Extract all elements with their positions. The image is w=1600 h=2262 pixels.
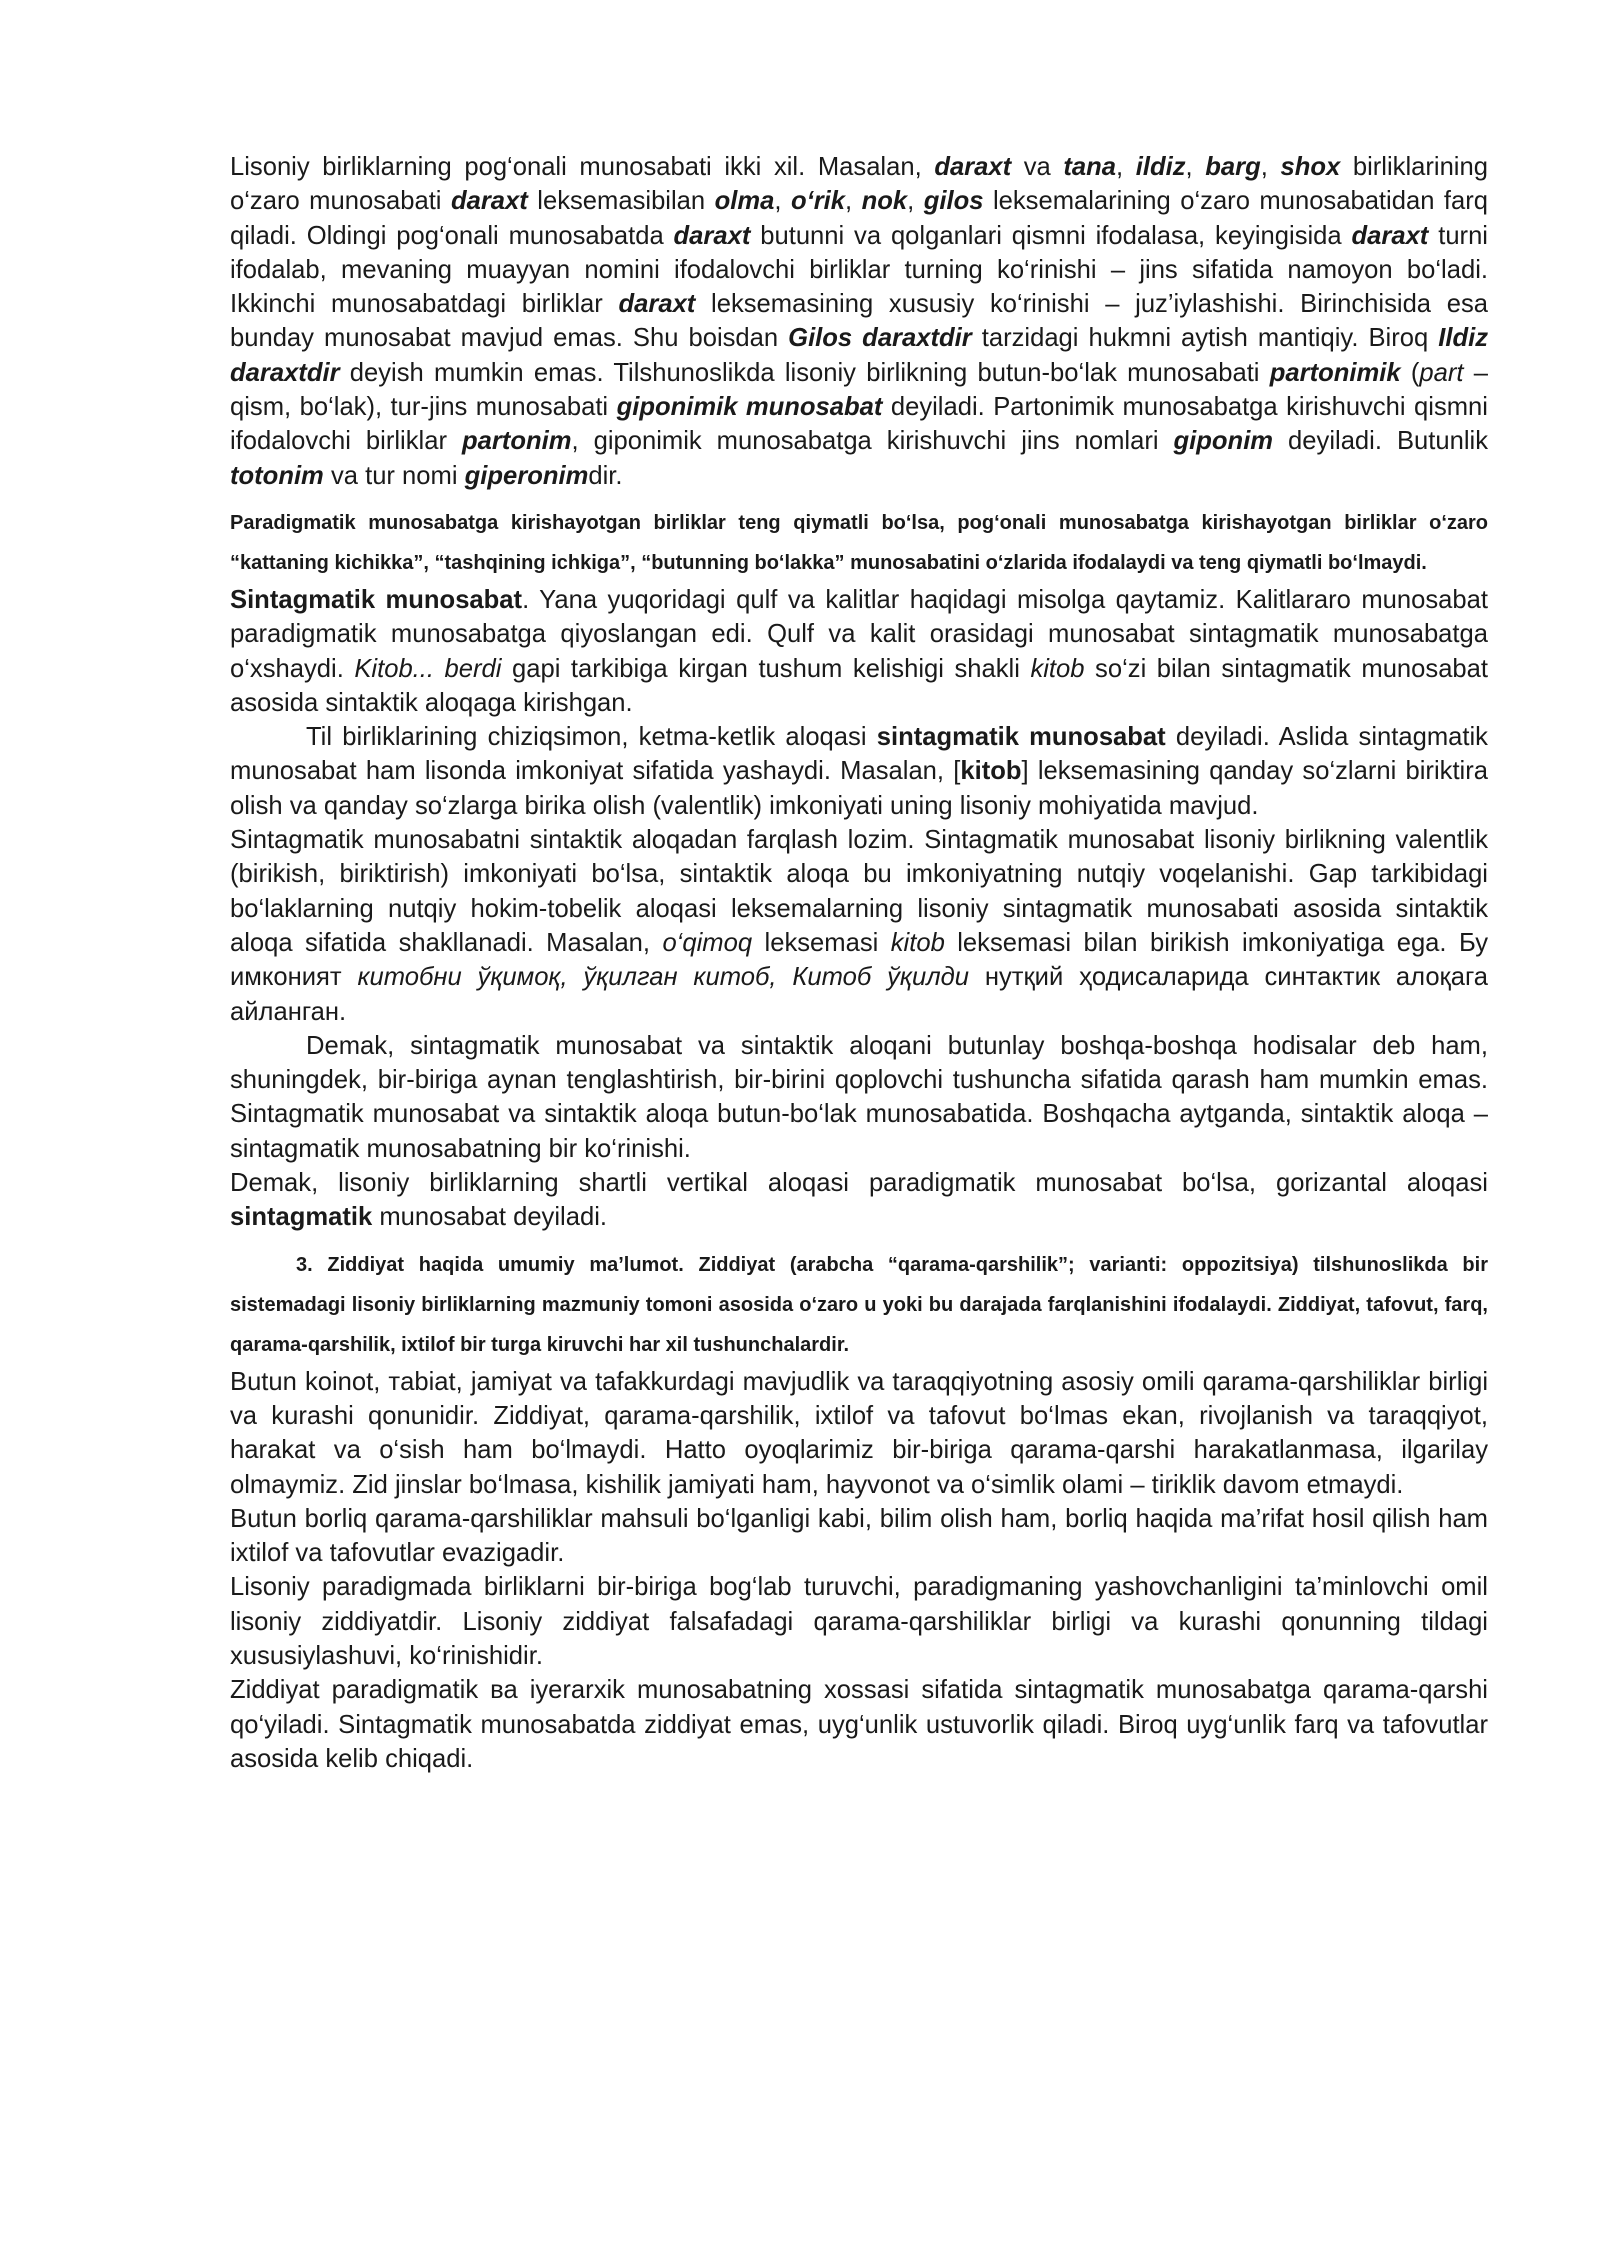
text-run: butunni va qolganlari qismni ifodalasa, keyingisida — [750, 221, 1352, 250]
text-run: tana — [1063, 153, 1117, 181]
text-run: va tur nomi — [323, 461, 465, 490]
text-run: Sintagmatik munosabatni sintaktik aloqadan farqlash lozim. Sintagmatik munosabat lisoniy birlikning valentlik (birikish, biriktirish) imkoniyati bo‘lsa, sintaktik aloqa bu imkoniyatning nutqiy voqelanishi. Gap tarkibidagi bo‘laklarning nutqiy hokim-tobelik aloqasi leksemalarning lisoniy sintagmatik munosabati asosida sintaktik aloqa sifatida shakllanadi. Masalan, — [230, 826, 1488, 957]
text-run: Ildiz daraxtdir — [230, 324, 1488, 387]
text-run: , — [1185, 153, 1206, 181]
text-run: kitob — [1030, 654, 1085, 683]
text-run: leksemasi — [752, 928, 891, 957]
paragraph-demak-conclusion — [230, 1029, 1488, 1166]
paragraph-universe-contradictions: Butun koinot, тabiat, jamiyat va tafakkurdagi mavjudlik va taraqqiyotning asosiy omili qarama-qarshiliklar birligi va kurashi qonunidir. Ziddiyat, qarama-qarshilik, ixtilof va tafovut bo‘lmas ekan, rivojlanish va taraqqiyot, harakat va o‘sish ham bo‘lmaydi. Hatto oyoqlarimiz bir-biriga qarama-qarshi harakatlanmasa, ilgarilay olmaymiz. Zid jinslar bo‘lmasa, kishilik jamiyati ham, hayvonot va o‘simlik olami – tiriklik davom etmaydi. — [230, 1367, 1488, 1499]
text-run: barg — [1205, 153, 1261, 181]
text-run: Lisoniy birliklarning pog‘onali munosabati ikki xil. Masalan, — [230, 153, 935, 181]
text-run: – qism, bo‘lak), tur-jins munosabati — [230, 358, 1488, 422]
text-run: deyiladi. Partonimik munosabatga kirishuvchi qismni ifodalovchi birliklar — [230, 393, 1488, 456]
text-run: , — [774, 187, 791, 216]
paragraph-vertical-horizontal — [230, 1166, 1488, 1235]
text-run: , — [845, 187, 862, 216]
text-run: ( — [1400, 358, 1420, 387]
text-run: partonimik — [1269, 358, 1401, 387]
text-run: giponim — [1173, 427, 1274, 456]
paragraph-syntagmatic-vs-syntactic — [230, 823, 1488, 1029]
text-run: o‘qimoq — [662, 928, 753, 957]
text-run: daraxt — [1351, 221, 1429, 250]
text-run: giperonim — [464, 461, 589, 490]
text-run: totonim — [230, 461, 324, 490]
paragraph-syntagmatic-definition — [230, 720, 1488, 823]
text-run: leksemasi bilan birikish imkoniyatiga ega. Бу имконият — [230, 928, 1488, 992]
text-run: . Yana yuqoridagi qulf va kalitlar haqidagi misolga qaytamiz. Kalitlararo munosabat paradigmatik munosabatga qiyoslangan edi. Qulf va kalit orasidagi munosabat sintagmatik munosabatga o‘xshaydi. — [230, 585, 1488, 683]
text-run: Gilos daraxtdir — [788, 324, 972, 353]
paragraph-knowledge-contradictions: Butun borliq qarama-qarshiliklar mahsuli bo‘lganligi kabi, bilim olish ham, borliq haqida ma’rifat hosil qilish ham ixtilof va tafovutlar evazigadir. — [230, 1504, 1488, 1568]
text-run: Sintagmatik munosabat — [230, 585, 523, 614]
document-page — [230, 150, 1488, 1776]
text-run: Demak, sintagmatik munosabat va sintaktik aloqani butunlay boshqa-boshqa hodisalar deb ham, shuningdek, bir-biriga aynan tenglashtirish, bir-birini qoplovchi tushuncha sifatida qarash ham mumkin emas. Sintagmatik munosabat va sintaktik aloqa butun-bo‘lak munosabatida. Boshqacha aytganda, sintaktik aloqa – sintagmatik munosabatning bir ko‘rinishi. — [230, 1031, 1488, 1163]
note-paradigmatic-summary: Paradigmatik munosabatga kirishayotgan birliklar teng qiymatli bo‘lsa, pog‘onali munosabatga kirishayotgan birliklar o‘zaro “kattaning kichikka”, “tashqining ichkiga”, “butunning bo‘lakka” munosabatini o‘zlarida ifodalaydi va teng qiymatli bo‘lmaydi. — [230, 511, 1488, 574]
text-run: giponimik munosabat — [616, 393, 883, 422]
text-run: Demak, lisoniy birliklarning shartli vertikal aloqasi paradigmatik munosabat bo‘lsa, gorizantal aloqasi — [230, 1169, 1488, 1198]
text-run: , giponimik munosabatga kirishuvchi jins nomlari — [571, 427, 1174, 456]
text-run: deyiladi. Aslida sintagmatik munosabat ham lisonda imkoniyat sifatida yashaydi. Masalan, [ — [230, 723, 1488, 786]
text-run: Til birliklarining chiziqsimon, ketma-ketlik aloqasi — [306, 723, 877, 752]
text-run: partonim — [461, 427, 572, 456]
text-run: nok — [861, 187, 908, 216]
text-run: daraxt — [618, 290, 696, 319]
text-run: deyiladi. Butunlik — [1273, 427, 1488, 456]
paragraph-opposition-property: Ziddiyat paradigmatik ва iyerarxik munosabatning xossasi sifatida sintagmatik munosabatga qarama-qarshi qo‘yiladi. Sintagmatik munosabatda ziddiyat emas, uyg‘unlik ustuvorlik qiladi. Biroq uyg‘unlik farq va tafovutlar asosida kelib chiqadi. — [230, 1676, 1488, 1773]
section-heading-ziddiyat: 3. Ziddiyat haqida umumiy ma’lumot. Ziddiyat (arabcha “qarama-qarshilik”; varianti: oppozitsiya) tilshunoslikda bir sistemadagi lisoniy birliklarning mazmuniy tomoni asosida o‘zaro u yoki bu darajada farqlanishini ifodalaydi. Ziddiyat, tafovut, farq, qarama-qarshilik, ixtilof bir turga kiruvchi har xil tushunchalardir. — [230, 1253, 1488, 1356]
text-run: tarzidagi hukmni aytish mantiqiy. Biroq — [971, 324, 1439, 353]
text-run: leksemasining xususiy ko‘rinishi – juz’iylashishi. Birinchisida esa bunday munosabat mavjud emas. Shu boisdan — [230, 290, 1489, 353]
paragraph-syntagmatic-intro — [230, 583, 1488, 720]
text-run: sintagmatik munosabat — [876, 723, 1166, 752]
text-run: o‘rik — [790, 187, 846, 216]
text-run: нутқий ҳодисаларида синтактик алоқага айланган. — [230, 963, 1488, 1026]
paragraph-hierarchical-relations — [230, 150, 1488, 493]
text-run: deyish mumkin emas. Tilshunoslikda lisoniy birlikning butun-bo‘lak munosabati — [339, 358, 1270, 387]
text-run: Kitob... berdi — [354, 654, 502, 683]
text-run: gilos — [923, 187, 984, 216]
text-run: birliklarining o‘zaro munosabati — [230, 153, 1488, 216]
text-run: ] leksemasining qanday so‘zlarni biriktira olish va qanday so‘zlarga birika olish (valentlik) imkoniyati uning lisoniy mohiyatida mavjud. — [230, 757, 1488, 820]
text-run: daraxt — [673, 221, 751, 250]
text-run: olma — [714, 187, 775, 216]
text-run: gapi tarkibiga kirgan tushum kelishigi shakli — [501, 654, 1031, 683]
text-run: kitob — [890, 928, 945, 957]
text-run: va — [1011, 153, 1064, 181]
text-run: so‘zi bilan sintagmatik munosabat asosida sintaktik aloqaga kirishgan. — [230, 654, 1489, 717]
text-run: , — [1116, 153, 1136, 181]
text-run: , — [1260, 153, 1281, 181]
text-run: part — [1419, 358, 1464, 387]
text-run: shox — [1280, 153, 1341, 181]
text-run: leksemalarining o‘zaro munosabatidan farq qiladi. Oldingi pog‘onali munosabatda — [230, 187, 1489, 250]
text-run: munosabat deyiladi. — [372, 1203, 607, 1232]
text-run: китобни ўқимоқ, ўқилган китоб, Китоб ўқилди — [357, 963, 970, 992]
text-run: , — [907, 187, 924, 216]
text-run: daraxt — [934, 153, 1012, 181]
text-run: ildiz — [1135, 153, 1186, 181]
text-run: leksemasibilan — [527, 187, 715, 216]
text-run: sintagmatik — [230, 1203, 373, 1232]
paragraph-lingual-opposition: Lisoniy paradigmada birliklarni bir-biriga bog‘lab turuvchi, paradigmaning yashovchanligini ta’minlovchi omil lisoniy ziddiyatdir. Lisoniy ziddiyat falsafadagi qarama-qarshiliklar birligi va kurashi qonunning tildagi xususiylashuvi, ko‘rinishidir. — [230, 1573, 1488, 1670]
text-run: daraxt — [450, 187, 528, 216]
text-run: kitob — [960, 757, 1022, 786]
text-run: turni ifodalab, mevaning muayyan nomini ifodalovchi birliklar turning ko‘rinishi – jins sifatida namoyon bo‘ladi. Ikkinchi munosabatdagi birliklar — [230, 221, 1488, 319]
text-run: dir. — [588, 461, 623, 490]
